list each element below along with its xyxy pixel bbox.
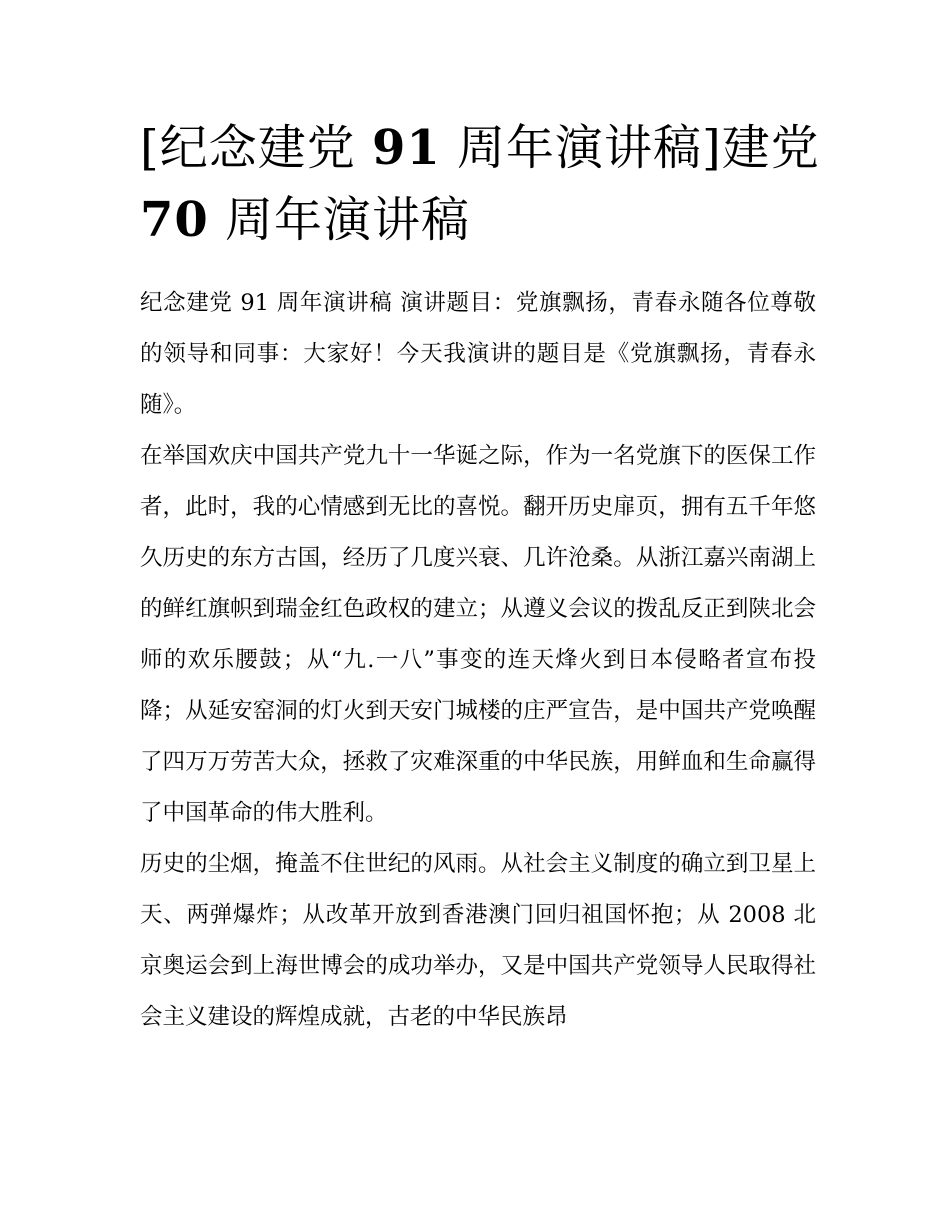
- title-text-part-2: 周年演讲稿]建党: [440, 120, 820, 176]
- title-number-70: 70: [140, 192, 209, 248]
- title-number-91: 91: [372, 120, 441, 176]
- paragraph-3: 历史的尘烟，掩盖不住世纪的风雨。从社会主义制度的确立到卫星上天、两弹爆炸；从改革开放到香港澳门回归祖国怀抱；从 2008 北京奥运会到上海世博会的成功举办，又是中国共产党领导人民取得社会主义建设的辉煌成就，古老的中华民族昂: [140, 851, 816, 1030]
- paragraph-2: 在举国欢庆中国共产党九十一华诞之际，作为一名党旗下的医保工作者，此时，我的心情感到无比的喜悦。翻开历史扉页，拥有五千年悠久历史的东方古国，经历了几度兴衰、几许沧桑。从浙江嘉兴南湖上的鲜红旗帜到瑞金红色政权的建立；从遵义会议的拨乱反正到陕北会师的欢乐腰鼓；从“九.一八”事变的连天烽火到日本侵略者宣布投降；从延安窑洞的灯火到天安门城楼的庄严宣告，是中国共产党唤醒了四万万劳苦大众，拯救了灾难深重的中华民族，用鲜血和生命赢得了中国革命的伟大胜利。: [140, 443, 816, 826]
- document-body: [140, 278, 816, 1043]
- document-title: [140, 112, 820, 256]
- paragraph-1: 纪念建党 91 周年演讲稿 演讲题目：党旗飘扬，青春永随各位尊敬的领导和同事：大家好！今天我演讲的题目是《党旗飘扬，青春永随》。: [140, 290, 816, 418]
- title-text-part-1: [纪念建党: [140, 120, 372, 176]
- title-text-part-3: 周年演讲稿: [208, 192, 471, 248]
